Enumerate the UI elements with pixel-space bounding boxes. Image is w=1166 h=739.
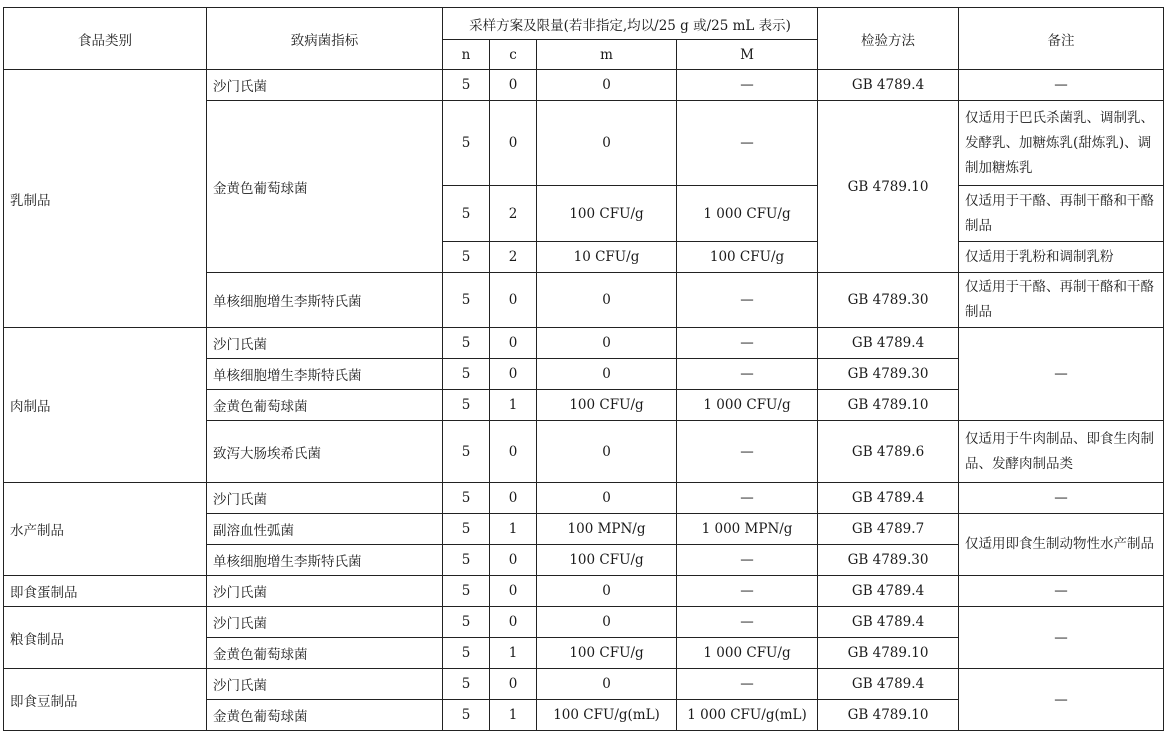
M-cell: —: [677, 359, 818, 390]
c-cell: 0: [490, 101, 537, 186]
M-cell: —: [677, 607, 818, 638]
pathogen-cell: 单核细胞增生李斯特氏菌: [207, 545, 443, 576]
pathogen-limits-table: [3, 7, 1164, 731]
pathogen-cell: 金黄色葡萄球菌: [207, 390, 443, 421]
col-header-n: n: [443, 40, 490, 70]
c-cell: 0: [490, 273, 537, 328]
c-cell: 0: [490, 70, 537, 101]
category-dairy: 乳制品: [4, 70, 207, 328]
n-cell: 5: [443, 421, 490, 483]
method-cell: GB 4789.4: [818, 576, 959, 607]
M-cell: 1 000 CFU/g: [677, 186, 818, 242]
remark-cell: 仅适用于牛肉制品、即食生肉制品、发酵肉制品类: [959, 421, 1164, 483]
col-header-category: 食品类别: [4, 8, 207, 70]
method-cell: GB 4789.10: [818, 700, 959, 731]
M-cell: 1 000 CFU/g(mL): [677, 700, 818, 731]
c-cell: 0: [490, 421, 537, 483]
n-cell: 5: [443, 328, 490, 359]
col-header-M: M: [677, 40, 818, 70]
c-cell: 1: [490, 514, 537, 545]
n-cell: 5: [443, 101, 490, 186]
m-cell: 100 CFU/g: [537, 390, 677, 421]
remark-cell: 仅适用于巴氏杀菌乳、调制乳、发酵乳、加糖炼乳(甜炼乳)、调制加糖炼乳: [959, 101, 1164, 186]
M-cell: —: [677, 421, 818, 483]
remark-cell: 仅适用即食生制动物性水产制品: [959, 514, 1164, 576]
c-cell: 2: [490, 186, 537, 242]
c-cell: 0: [490, 359, 537, 390]
m-cell: 0: [537, 273, 677, 328]
n-cell: 5: [443, 70, 490, 101]
m-cell: 0: [537, 70, 677, 101]
table-row: [4, 483, 1164, 514]
m-cell: 100 CFU/g: [537, 545, 677, 576]
m-cell: 10 CFU/g: [537, 242, 677, 273]
M-cell: 1 000 MPN/g: [677, 514, 818, 545]
m-cell: 0: [537, 669, 677, 700]
pathogen-cell: 单核细胞增生李斯特氏菌: [207, 359, 443, 390]
m-cell: 100 CFU/g: [537, 638, 677, 669]
pathogen-cell: 沙门氏菌: [207, 483, 443, 514]
pathogen-cell: 单核细胞增生李斯特氏菌: [207, 273, 443, 328]
col-header-remark: 备注: [959, 8, 1164, 70]
remark-cell: —: [959, 607, 1164, 669]
c-cell: 0: [490, 483, 537, 514]
n-cell: 5: [443, 545, 490, 576]
m-cell: 0: [537, 483, 677, 514]
c-cell: 1: [490, 638, 537, 669]
n-cell: 5: [443, 638, 490, 669]
table-row: [4, 576, 1164, 607]
method-cell: GB 4789.4: [818, 607, 959, 638]
method-cell: GB 4789.10: [818, 101, 959, 273]
pathogen-cell: 沙门氏菌: [207, 328, 443, 359]
m-cell: 0: [537, 576, 677, 607]
m-cell: 0: [537, 359, 677, 390]
col-header-pathogen: 致病菌指标: [207, 8, 443, 70]
remark-cell: —: [959, 328, 1164, 421]
remark-cell: 仅适用于干酪、再制干酪和干酪制品: [959, 273, 1164, 328]
header-row: [4, 8, 1164, 40]
n-cell: 5: [443, 576, 490, 607]
pathogen-cell: 沙门氏菌: [207, 669, 443, 700]
col-header-c: c: [490, 40, 537, 70]
M-cell: —: [677, 669, 818, 700]
method-cell: GB 4789.30: [818, 273, 959, 328]
pathogen-cell: 金黄色葡萄球菌: [207, 638, 443, 669]
c-cell: 0: [490, 545, 537, 576]
n-cell: 5: [443, 359, 490, 390]
n-cell: 5: [443, 273, 490, 328]
table-row: [4, 669, 1164, 700]
m-cell: 0: [537, 101, 677, 186]
pathogen-cell: 金黄色葡萄球菌: [207, 101, 443, 273]
col-header-sampling-plan: 采样方案及限量(若非指定,均以/25 g 或/25 mL 表示): [443, 8, 818, 40]
table-row: [4, 70, 1164, 101]
col-header-m: m: [537, 40, 677, 70]
pathogen-cell: 金黄色葡萄球菌: [207, 700, 443, 731]
M-cell: —: [677, 328, 818, 359]
remark-cell: 仅适用于乳粉和调制乳粉: [959, 242, 1164, 273]
n-cell: 5: [443, 186, 490, 242]
remark-cell: —: [959, 70, 1164, 101]
category-grain: 粮食制品: [4, 607, 207, 669]
col-header-method: 检验方法: [818, 8, 959, 70]
category-egg: 即食蛋制品: [4, 576, 207, 607]
category-meat: 肉制品: [4, 328, 207, 483]
n-cell: 5: [443, 700, 490, 731]
m-cell: 100 CFU/g: [537, 186, 677, 242]
table-row: [4, 607, 1164, 638]
c-cell: 0: [490, 607, 537, 638]
pathogen-cell: 副溶血性弧菌: [207, 514, 443, 545]
M-cell: —: [677, 101, 818, 186]
category-soy: 即食豆制品: [4, 669, 207, 731]
pathogen-cell: 沙门氏菌: [207, 576, 443, 607]
m-cell: 0: [537, 421, 677, 483]
M-cell: —: [677, 70, 818, 101]
n-cell: 5: [443, 607, 490, 638]
method-cell: GB 4789.7: [818, 514, 959, 545]
method-cell: GB 4789.10: [818, 638, 959, 669]
method-cell: GB 4789.4: [818, 70, 959, 101]
n-cell: 5: [443, 669, 490, 700]
M-cell: —: [677, 576, 818, 607]
m-cell: 100 CFU/g(mL): [537, 700, 677, 731]
pathogen-cell: 沙门氏菌: [207, 70, 443, 101]
remark-cell: —: [959, 576, 1164, 607]
M-cell: —: [677, 273, 818, 328]
method-cell: GB 4789.30: [818, 359, 959, 390]
method-cell: GB 4789.30: [818, 545, 959, 576]
c-cell: 2: [490, 242, 537, 273]
pathogen-cell: 致泻大肠埃希氏菌: [207, 421, 443, 483]
M-cell: —: [677, 545, 818, 576]
method-cell: GB 4789.10: [818, 390, 959, 421]
c-cell: 0: [490, 576, 537, 607]
c-cell: 1: [490, 700, 537, 731]
c-cell: 1: [490, 390, 537, 421]
M-cell: —: [677, 483, 818, 514]
n-cell: 5: [443, 483, 490, 514]
n-cell: 5: [443, 390, 490, 421]
remark-cell: 仅适用于干酪、再制干酪和干酪制品: [959, 186, 1164, 242]
m-cell: 0: [537, 328, 677, 359]
M-cell: 1 000 CFU/g: [677, 390, 818, 421]
category-aquatic: 水产制品: [4, 483, 207, 576]
c-cell: 0: [490, 669, 537, 700]
M-cell: 100 CFU/g: [677, 242, 818, 273]
method-cell: GB 4789.6: [818, 421, 959, 483]
method-cell: GB 4789.4: [818, 483, 959, 514]
m-cell: 100 MPN/g: [537, 514, 677, 545]
n-cell: 5: [443, 514, 490, 545]
M-cell: 1 000 CFU/g: [677, 638, 818, 669]
n-cell: 5: [443, 242, 490, 273]
method-cell: GB 4789.4: [818, 328, 959, 359]
remark-cell: —: [959, 483, 1164, 514]
pathogen-cell: 沙门氏菌: [207, 607, 443, 638]
remark-cell: —: [959, 669, 1164, 731]
m-cell: 0: [537, 607, 677, 638]
table-row: [4, 328, 1164, 359]
method-cell: GB 4789.4: [818, 669, 959, 700]
c-cell: 0: [490, 328, 537, 359]
